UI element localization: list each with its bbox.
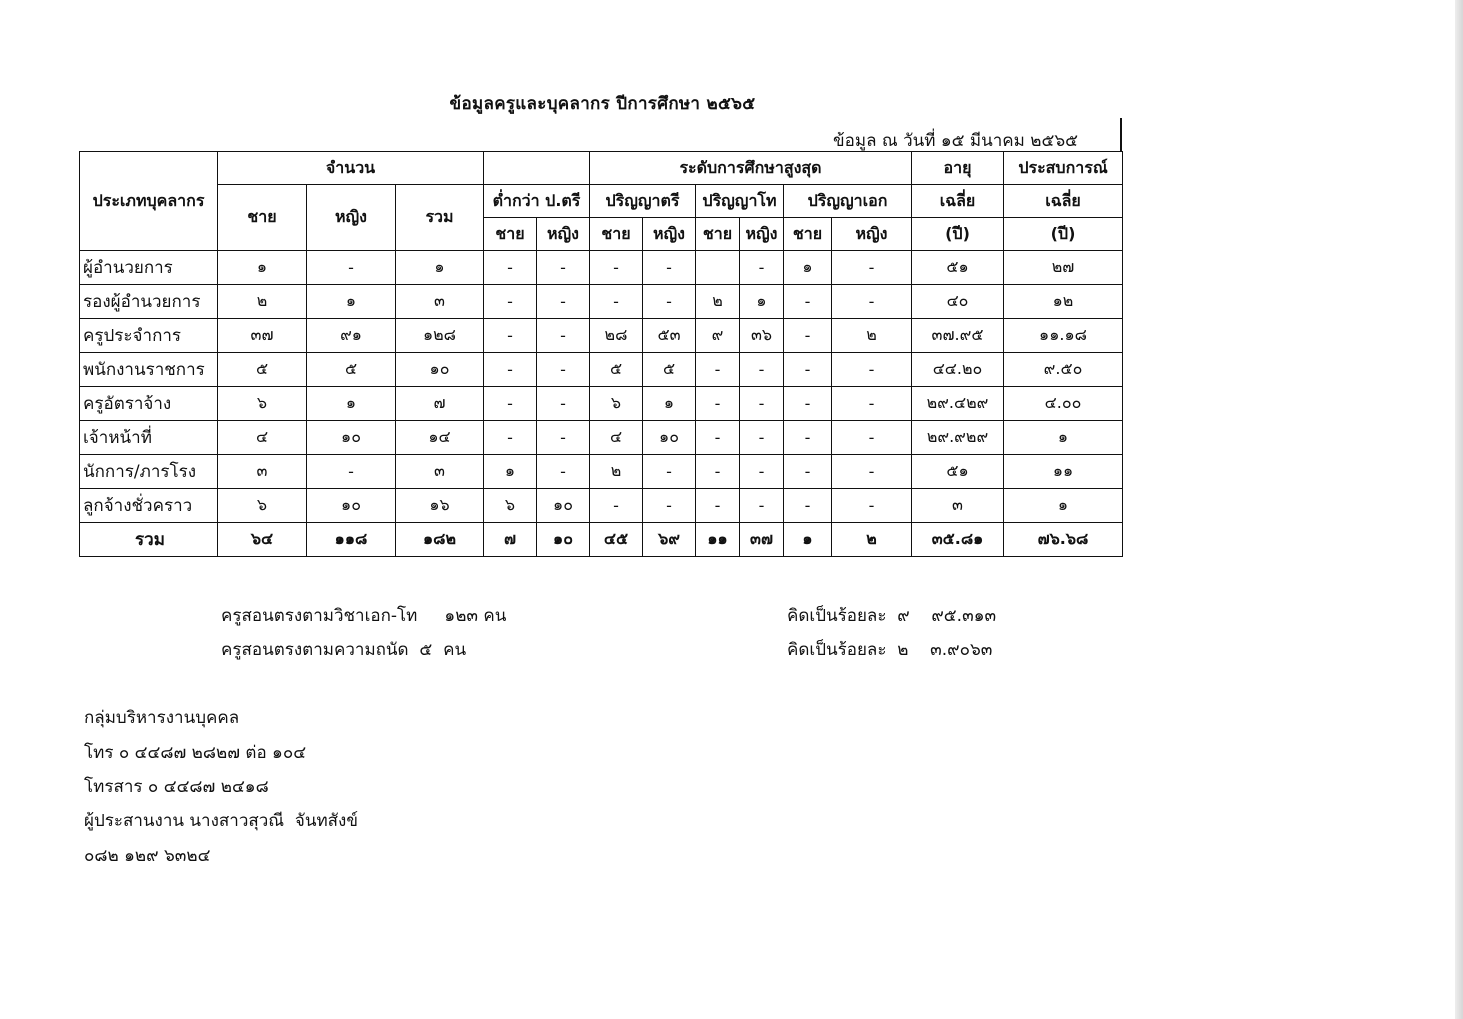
cell-female-count: ๑ bbox=[307, 285, 396, 319]
cell-below-bachelor-female: ๑๐ bbox=[537, 523, 590, 557]
cell-doctorate-female: - bbox=[832, 353, 912, 387]
cell-below-bachelor-male: - bbox=[484, 251, 537, 285]
cell-below-bachelor-female: - bbox=[537, 455, 590, 489]
cell-below-bachelor-female: - bbox=[537, 353, 590, 387]
row-label: เจ้าหน้าที่ bbox=[80, 421, 218, 455]
cell-below-bachelor-female: - bbox=[537, 421, 590, 455]
cell-avg-experience: ๑๑ bbox=[1004, 455, 1123, 489]
cell-doctorate-male: ๑ bbox=[784, 523, 832, 557]
cell-bachelor-female: - bbox=[643, 285, 696, 319]
cell-doctorate-female: - bbox=[832, 489, 912, 523]
cell-doctorate-female: - bbox=[832, 285, 912, 319]
table-row bbox=[80, 353, 1123, 387]
cell-male-count: ๖ bbox=[218, 489, 307, 523]
header-doctorate: ปริญญาเอก bbox=[784, 185, 912, 218]
cell-master-male bbox=[696, 251, 740, 285]
header-blank bbox=[484, 152, 590, 185]
cell-master-female: - bbox=[740, 251, 784, 285]
row-label: ครูอัตราจ้าง bbox=[80, 387, 218, 421]
table-row bbox=[80, 489, 1123, 523]
header-count-group: จำนวน bbox=[218, 152, 484, 185]
header-personnel-type: ประเภทบุคลากร bbox=[80, 152, 218, 251]
cell-below-bachelor-male: - bbox=[484, 421, 537, 455]
header-male: ชาย bbox=[218, 185, 307, 251]
cell-avg-experience: ๑ bbox=[1004, 421, 1123, 455]
cell-total-count: ๑๒๘ bbox=[396, 319, 484, 353]
as-of-date: ข้อมูล ณ วันที่ ๑๕ มีนาคม ๒๕๖๕ bbox=[833, 131, 1078, 151]
header-below-bachelor-male: ชาย bbox=[484, 218, 537, 251]
cell-avg-age: ๒๙.๙๒๙ bbox=[912, 421, 1004, 455]
cell-master-male: - bbox=[696, 421, 740, 455]
cell-master-female: - bbox=[740, 489, 784, 523]
cell-doctorate-male: - bbox=[784, 353, 832, 387]
cell-avg-experience: ๑๒ bbox=[1004, 285, 1123, 319]
page-edge-shadow bbox=[1455, 0, 1463, 1019]
summary-major-match-percent: คิดเป็นร้อยละ ๙ ๙๕.๓๑๓ bbox=[787, 606, 997, 626]
table-row bbox=[80, 387, 1123, 421]
cell-below-bachelor-female: - bbox=[537, 285, 590, 319]
cell-doctorate-male: - bbox=[784, 455, 832, 489]
footer-department: กลุ่มบริหารงานบุคคล bbox=[84, 708, 240, 728]
cell-male-count: ๕ bbox=[218, 353, 307, 387]
cell-total-count: ๗ bbox=[396, 387, 484, 421]
cell-bachelor-male: ๒ bbox=[590, 455, 643, 489]
table-row bbox=[80, 455, 1123, 489]
table-row bbox=[80, 421, 1123, 455]
row-label: ลูกจ้างชั่วคราว bbox=[80, 489, 218, 523]
header-bachelor: ปริญญาตรี bbox=[590, 185, 696, 218]
cell-bachelor-female: ๑ bbox=[643, 387, 696, 421]
cell-bachelor-male: ๒๘ bbox=[590, 319, 643, 353]
cell-doctorate-female: ๒ bbox=[832, 523, 912, 557]
cell-female-count: - bbox=[307, 455, 396, 489]
cell-below-bachelor-female: - bbox=[537, 387, 590, 421]
cell-master-male: ๙ bbox=[696, 319, 740, 353]
cell-male-count: ๓๗ bbox=[218, 319, 307, 353]
table-row bbox=[80, 251, 1123, 285]
header-avg-age-3: (ปี) bbox=[912, 218, 1004, 251]
document-title: ข้อมูลครูและบุคลากร ปีการศึกษา ๒๕๖๕ bbox=[449, 94, 756, 114]
header-below-bachelor: ต่ำกว่า ป.ตรี bbox=[484, 185, 590, 218]
cell-female-count: ๑๐ bbox=[307, 489, 396, 523]
header-master-male: ชาย bbox=[696, 218, 740, 251]
cell-bachelor-female: - bbox=[643, 251, 696, 285]
cell-male-count: ๖๔ bbox=[218, 523, 307, 557]
cell-master-male: - bbox=[696, 455, 740, 489]
cell-doctorate-male: - bbox=[784, 421, 832, 455]
cell-bachelor-male: ๕ bbox=[590, 353, 643, 387]
cell-master-male: ๑๑ bbox=[696, 523, 740, 557]
cell-total-count: ๑๖ bbox=[396, 489, 484, 523]
cell-doctorate-female: ๒ bbox=[832, 319, 912, 353]
footer-fax: โทรสาร ๐ ๔๔๘๗ ๒๔๑๘ bbox=[84, 777, 269, 797]
cell-total-count: ๑๘๒ bbox=[396, 523, 484, 557]
cell-below-bachelor-female: - bbox=[537, 319, 590, 353]
cell-female-count: ๑๐ bbox=[307, 421, 396, 455]
cell-bachelor-female: ๑๐ bbox=[643, 421, 696, 455]
cell-avg-experience: ๗๖.๖๘ bbox=[1004, 523, 1123, 557]
footer-phone: โทร ๐ ๔๔๘๗ ๒๘๒๗ ต่อ ๑๐๔ bbox=[84, 743, 307, 763]
cell-avg-age: ๓๕.๘๑ bbox=[912, 523, 1004, 557]
cell-doctorate-male: ๑ bbox=[784, 251, 832, 285]
cell-doctorate-female: - bbox=[832, 421, 912, 455]
cell-master-male: - bbox=[696, 353, 740, 387]
cell-male-count: ๑ bbox=[218, 251, 307, 285]
cell-male-count: ๔ bbox=[218, 421, 307, 455]
summary-aptitude-match: ครูสอนตรงตามความถนัด ๕ คน bbox=[221, 640, 467, 660]
cell-avg-age: ๔๔.๒๐ bbox=[912, 353, 1004, 387]
total-row bbox=[80, 523, 1123, 557]
cell-below-bachelor-male: - bbox=[484, 353, 537, 387]
cell-total-count: ๑๐ bbox=[396, 353, 484, 387]
row-label: รองผู้อำนวยการ bbox=[80, 285, 218, 319]
cell-master-female: ๑ bbox=[740, 285, 784, 319]
cell-doctorate-male: - bbox=[784, 387, 832, 421]
cell-master-female: - bbox=[740, 421, 784, 455]
cell-below-bachelor-female: - bbox=[537, 251, 590, 285]
cell-female-count: ๑ bbox=[307, 387, 396, 421]
cell-master-female: - bbox=[740, 353, 784, 387]
cell-avg-age: ๔๐ bbox=[912, 285, 1004, 319]
cell-avg-experience: ๙.๕๐ bbox=[1004, 353, 1123, 387]
header-avg-exp-1: ประสบการณ์ bbox=[1004, 152, 1123, 185]
cell-bachelor-male: ๔๕ bbox=[590, 523, 643, 557]
personnel-table bbox=[79, 151, 1123, 557]
cell-master-male: ๒ bbox=[696, 285, 740, 319]
header-master: ปริญญาโท bbox=[696, 185, 784, 218]
cell-avg-experience: ๑ bbox=[1004, 489, 1123, 523]
cell-male-count: ๓ bbox=[218, 455, 307, 489]
header-below-bachelor-female: หญิง bbox=[537, 218, 590, 251]
header-master-female: หญิง bbox=[740, 218, 784, 251]
cell-bachelor-male: ๖ bbox=[590, 387, 643, 421]
cell-bachelor-male: - bbox=[590, 251, 643, 285]
cell-avg-age: ๕๑ bbox=[912, 455, 1004, 489]
cell-avg-experience: ๑๑.๑๘ bbox=[1004, 319, 1123, 353]
table-row bbox=[80, 285, 1123, 319]
cell-bachelor-male: ๔ bbox=[590, 421, 643, 455]
cell-bachelor-female: ๕ bbox=[643, 353, 696, 387]
cell-master-female: - bbox=[740, 387, 784, 421]
header-bachelor-male: ชาย bbox=[590, 218, 643, 251]
cell-master-male: - bbox=[696, 387, 740, 421]
cell-bachelor-male: - bbox=[590, 489, 643, 523]
cell-below-bachelor-male: ๗ bbox=[484, 523, 537, 557]
cell-avg-age: ๕๑ bbox=[912, 251, 1004, 285]
cell-doctorate-female: - bbox=[832, 455, 912, 489]
summary-aptitude-match-percent: คิดเป็นร้อยละ ๒ ๓.๙๐๖๓ bbox=[787, 640, 993, 660]
cell-avg-age: ๒๙.๔๒๙ bbox=[912, 387, 1004, 421]
cell-total-count: ๑๔ bbox=[396, 421, 484, 455]
header-avg-age-1: อายุ bbox=[912, 152, 1004, 185]
footer-mobile: ๐๘๒ ๑๒๙ ๖๓๒๔ bbox=[84, 846, 211, 866]
header-avg-exp-3: (ปี) bbox=[1004, 218, 1123, 251]
total-label: รวม bbox=[80, 523, 218, 557]
cell-bachelor-female: - bbox=[643, 489, 696, 523]
cell-avg-age: ๓ bbox=[912, 489, 1004, 523]
cell-total-count: ๓ bbox=[396, 455, 484, 489]
cell-master-female: ๓๖ bbox=[740, 319, 784, 353]
row-label: พนักงานราชการ bbox=[80, 353, 218, 387]
cell-female-count: ๑๑๘ bbox=[307, 523, 396, 557]
summary-major-match: ครูสอนตรงตามวิชาเอก-โท ๑๒๓ คน bbox=[221, 606, 507, 626]
row-label: ผู้อำนวยการ bbox=[80, 251, 218, 285]
cell-below-bachelor-male: ๑ bbox=[484, 455, 537, 489]
header-avg-exp-2: เฉลี่ย bbox=[1004, 185, 1123, 218]
header-avg-age-2: เฉลี่ย bbox=[912, 185, 1004, 218]
row-label: นักการ/ภารโรง bbox=[80, 455, 218, 489]
row-label: ครูประจำการ bbox=[80, 319, 218, 353]
cell-master-female: - bbox=[740, 455, 784, 489]
cell-female-count: - bbox=[307, 251, 396, 285]
cell-avg-experience: ๔.๐๐ bbox=[1004, 387, 1123, 421]
cell-female-count: ๕ bbox=[307, 353, 396, 387]
header-female: หญิง bbox=[307, 185, 396, 251]
cell-below-bachelor-male: - bbox=[484, 285, 537, 319]
cell-below-bachelor-male: - bbox=[484, 319, 537, 353]
cell-doctorate-female: - bbox=[832, 387, 912, 421]
header-total: รวม bbox=[396, 185, 484, 251]
cell-male-count: ๖ bbox=[218, 387, 307, 421]
cell-male-count: ๒ bbox=[218, 285, 307, 319]
cell-doctorate-male: - bbox=[784, 489, 832, 523]
cell-below-bachelor-male: - bbox=[484, 387, 537, 421]
cell-bachelor-female: ๕๓ bbox=[643, 319, 696, 353]
cell-avg-age: ๓๗.๙๕ bbox=[912, 319, 1004, 353]
table-corner-line bbox=[1120, 118, 1122, 152]
cell-female-count: ๙๑ bbox=[307, 319, 396, 353]
cell-master-female: ๓๗ bbox=[740, 523, 784, 557]
cell-doctorate-female: - bbox=[832, 251, 912, 285]
cell-total-count: ๑ bbox=[396, 251, 484, 285]
cell-below-bachelor-female: ๑๐ bbox=[537, 489, 590, 523]
cell-avg-experience: ๒๗ bbox=[1004, 251, 1123, 285]
cell-doctorate-male: - bbox=[784, 285, 832, 319]
cell-doctorate-male: - bbox=[784, 319, 832, 353]
cell-master-male: - bbox=[696, 489, 740, 523]
cell-total-count: ๓ bbox=[396, 285, 484, 319]
header-doctorate-male: ชาย bbox=[784, 218, 832, 251]
table-body bbox=[80, 251, 1123, 557]
header-bachelor-female: หญิง bbox=[643, 218, 696, 251]
footer-coordinator: ผู้ประสานงาน นางสาวสุวณี จันทสังข์ bbox=[84, 811, 358, 831]
header-doctorate-female: หญิง bbox=[832, 218, 912, 251]
header-education-group: ระดับการศึกษาสูงสุด bbox=[590, 152, 912, 185]
table-row bbox=[80, 319, 1123, 353]
cell-bachelor-female: - bbox=[643, 455, 696, 489]
cell-below-bachelor-male: ๖ bbox=[484, 489, 537, 523]
cell-bachelor-female: ๖๙ bbox=[643, 523, 696, 557]
cell-bachelor-male: - bbox=[590, 285, 643, 319]
